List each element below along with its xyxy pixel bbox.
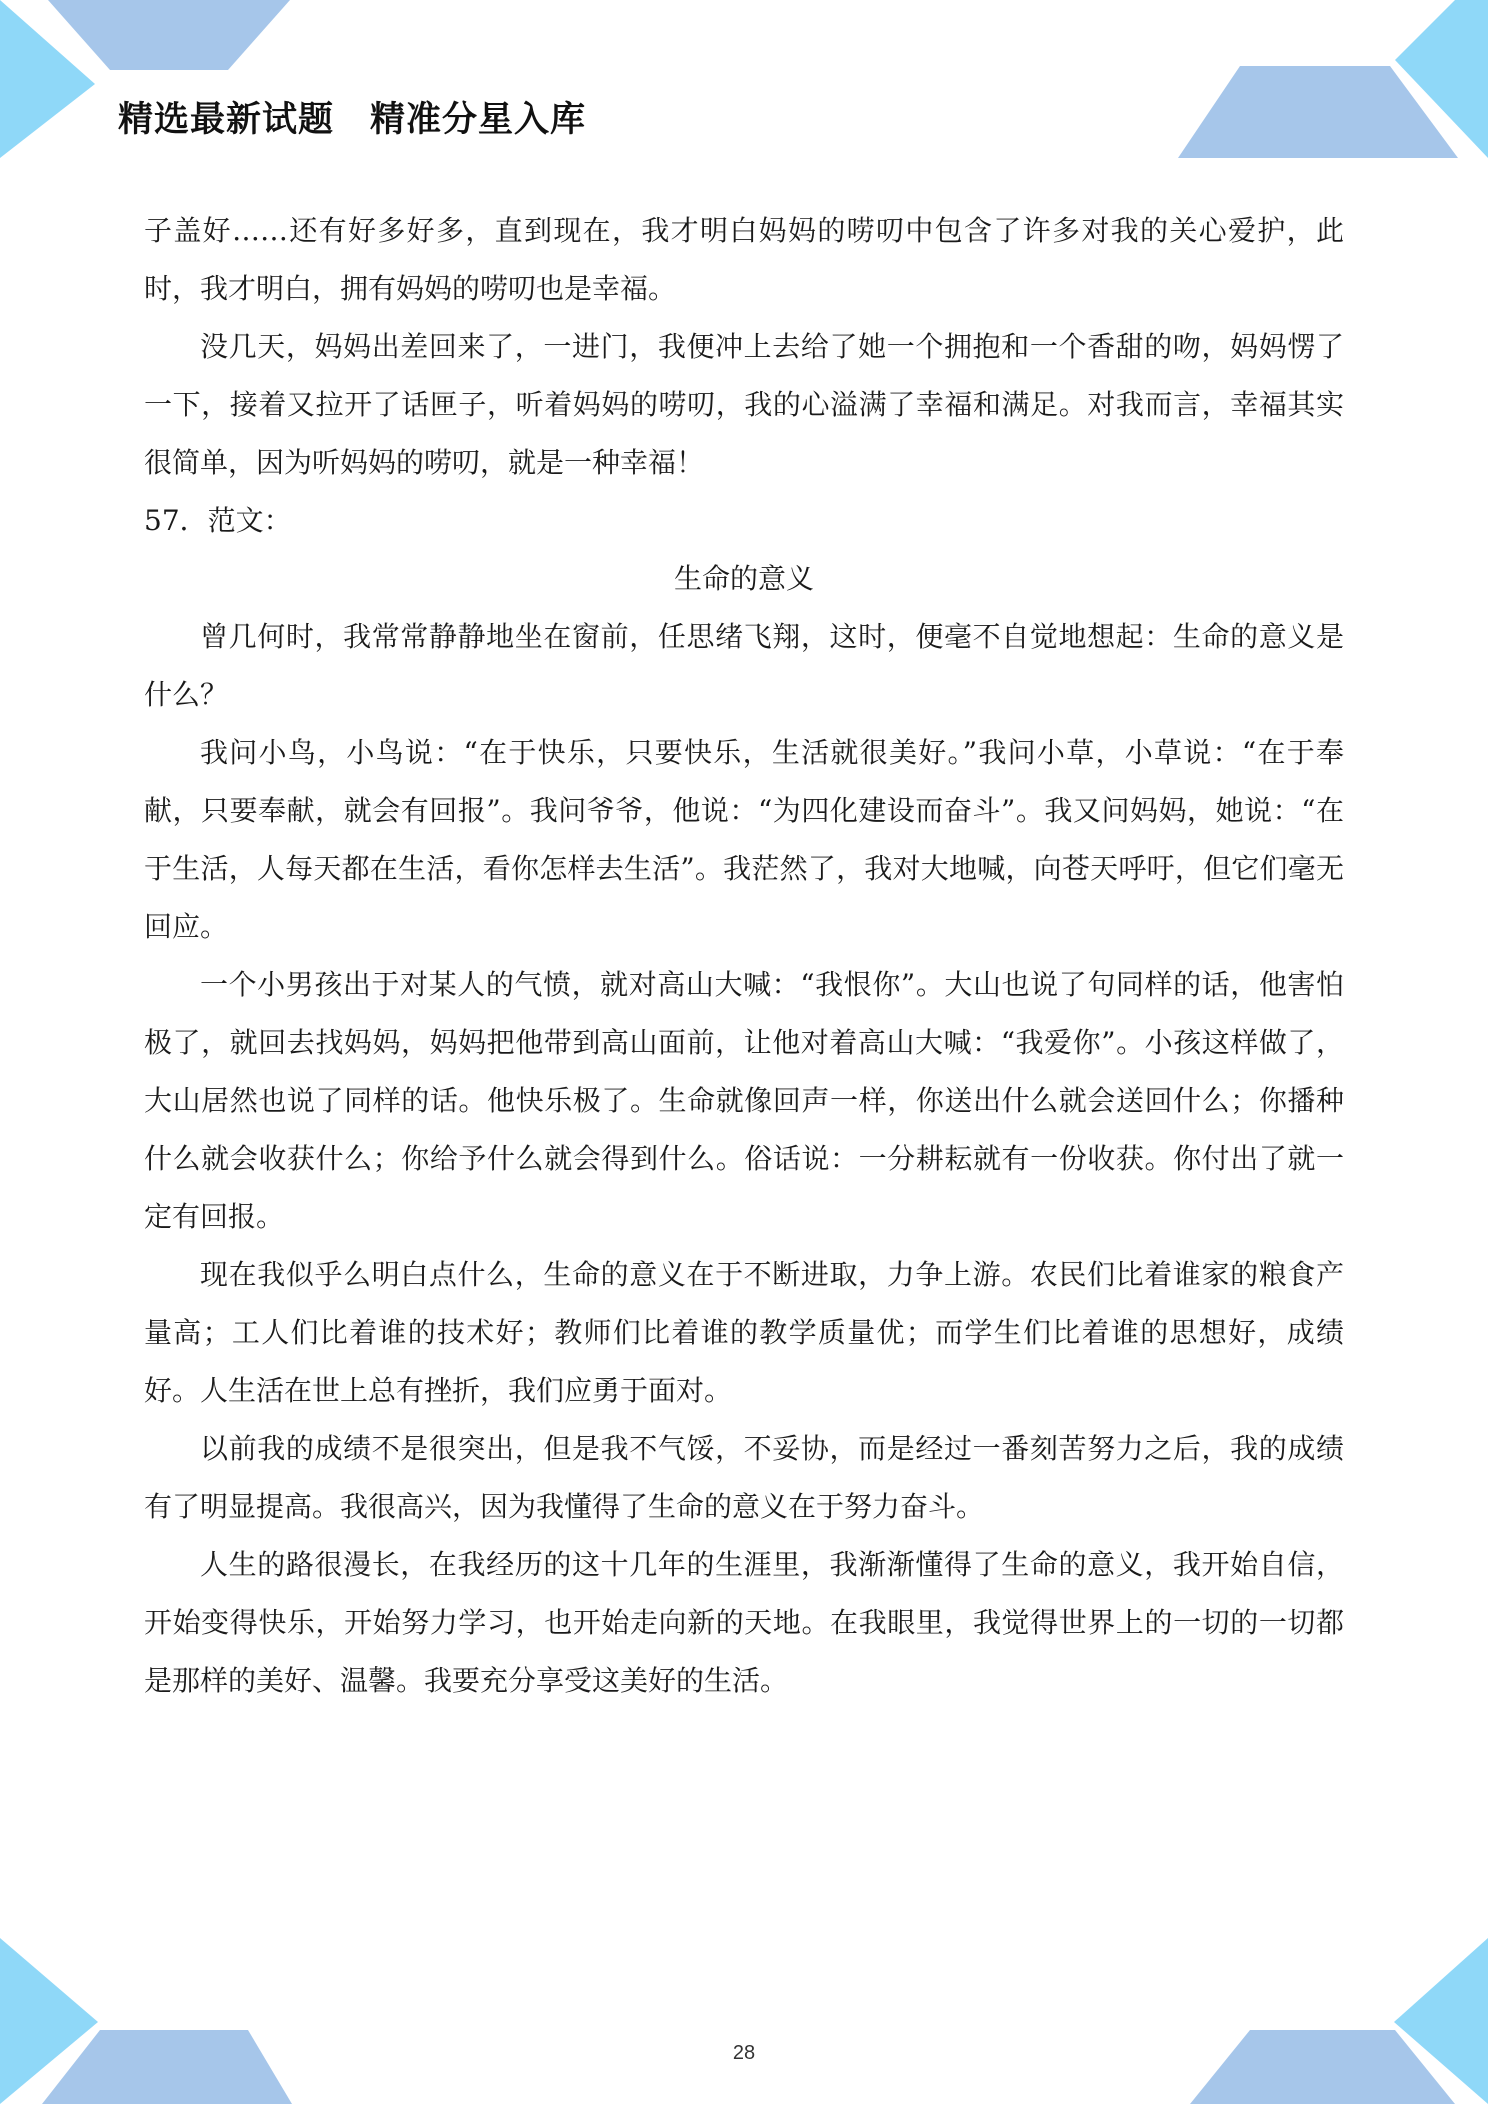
paragraph: 没几天，妈妈出差回来了，一进门，我便冲上去给了她一个拥抱和一个香甜的吻，妈妈愣了一下，接着又拉开了话匣子，听着妈妈的唠叨，我的心溢满了幸福和满足。对我而言，幸福其实很简单，因为听妈妈的唠叨，就是一种幸福！ xyxy=(144,330,1344,479)
page-number: 28 xyxy=(732,2042,756,2064)
paragraph: 曾几何时，我常常静静地坐在窗前，任思绪飞翔，这时，便毫不自觉地想起：生命的意义是什么？ xyxy=(144,620,1344,711)
header-title: 精选最新试题 精准分星入库 xyxy=(118,100,587,140)
document-body xyxy=(144,202,1344,1710)
paragraph-continuation: 子盖好……还有好多好多，直到现在，我才明白妈妈的唠叨中包含了许多对我的关心爱护，此时，我才明白，拥有妈妈的唠叨也是幸福。 xyxy=(144,214,1344,305)
paragraph: 我问小鸟，小鸟说：“在于快乐，只要快乐，生活就很美好。”我问小草，小草说：“在于奉献，只要奉献，就会有回报”。我问爷爷，他说：“为四化建设而奋斗”。我又问妈妈，她说：“在于生活，人每天都在生活，看你怎样去生活”。我茫然了，我对大地喊，向苍天呼吁，但它们毫无回应。 xyxy=(144,736,1344,943)
top-left-blue-trapezoid xyxy=(48,0,290,70)
paragraph: 一个小男孩出于对某人的气愤，就对高山大喊：“我恨你”。大山也说了句同样的话，他害怕极了，就回去找妈妈，妈妈把他带到高山面前，让他对着高山大喊：“我爱你”。小孩这样做了，大山居然也说了同样的话。他快乐极了。生命就像回声一样，你送出什么就会送回什么；你播种什么就会收获什么；你给予什么就会得到什么。俗话说：一分耕耘就有一份收获。你付出了就一定有回报。 xyxy=(144,968,1344,1233)
paragraph: 人生的路很漫长，在我经历的这十几年的生涯里，我渐渐懂得了生命的意义，我开始自信，开始变得快乐，开始努力学习，也开始走向新的天地。在我眼里，我觉得世界上的一切的一切都是那样的美好、温馨。我要充分享受这美好的生活。 xyxy=(144,1548,1344,1697)
paragraph: 现在我似乎么明白点什么，生命的意义在于不断进取，力争上游。农民们比着谁家的粮食产量高；工人们比着谁的技术好；教师们比着谁的教学质量优；而学生们比着谁的思想好，成绩好。人生活在世上总有挫折，我们应勇于面对。 xyxy=(144,1258,1344,1407)
essay-title: 生命的意义 xyxy=(673,562,814,595)
question-label: 57．范文： xyxy=(144,504,292,537)
paragraph: 以前我的成绩不是很突出，但是我不气馁，不妥协，而是经过一番刻苦努力之后，我的成绩有了明显提高。我很高兴，因为我懂得了生命的意义在于努力奋斗。 xyxy=(144,1432,1344,1523)
